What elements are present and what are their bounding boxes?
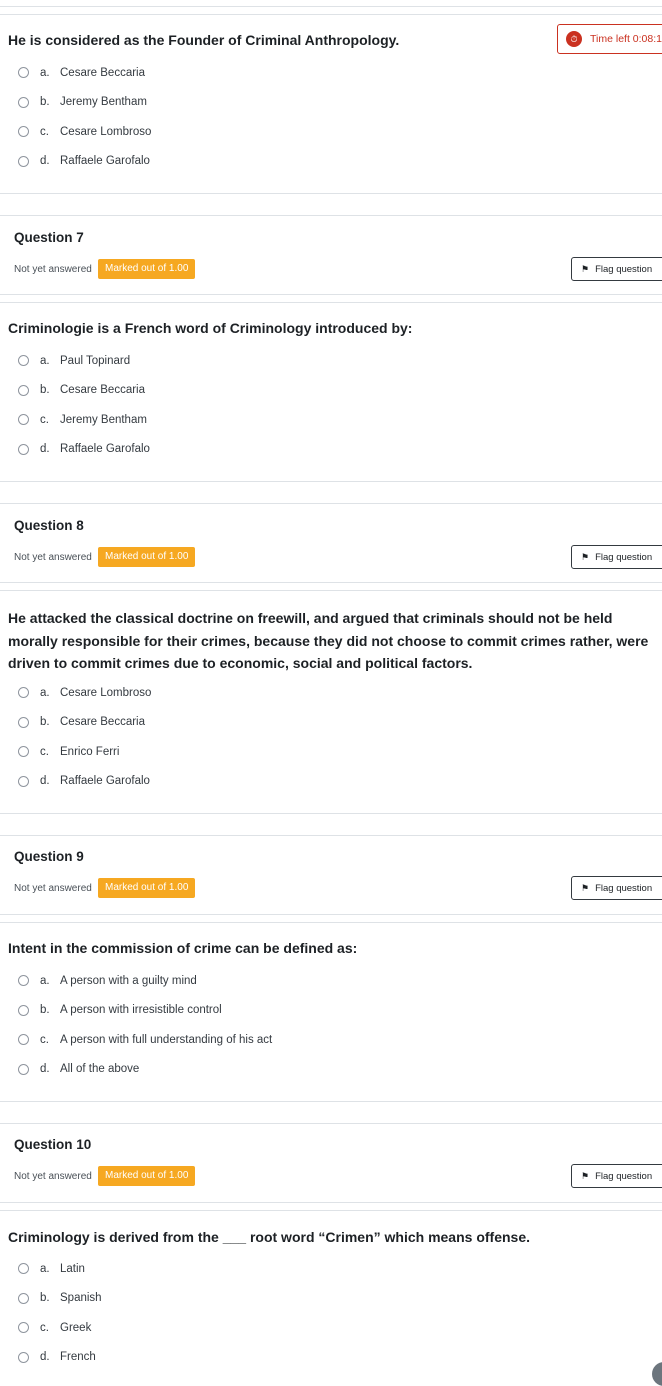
flag-label: Flag question [595, 264, 653, 275]
question-6-text: He is considered as the Founder of Criminal Anthropology. [8, 32, 400, 48]
question-10-number: Question 10 [14, 1137, 92, 1152]
answer-letter: b. [40, 1292, 50, 1305]
divider [0, 503, 662, 504]
answer-label: Raffaele Garofalo [60, 443, 150, 456]
answer-option[interactable] [18, 678, 151, 708]
answer-letter: d. [40, 1351, 50, 1364]
answer-option[interactable] [18, 737, 151, 767]
answer-letter: d. [40, 443, 50, 456]
radio-button[interactable] [18, 1293, 29, 1304]
radio-button[interactable] [18, 355, 29, 366]
answer-letter: d. [40, 155, 50, 168]
question-8-grade-badge: Marked out of 1.00 [98, 547, 195, 567]
answer-label: Latin [60, 1262, 85, 1275]
answer-label: All of the above [60, 1063, 140, 1076]
divider [0, 582, 662, 583]
divider [0, 6, 662, 7]
answer-option[interactable] [18, 1254, 102, 1284]
answer-label: Cesare Beccaria [60, 384, 146, 397]
radio-button[interactable] [18, 717, 29, 728]
answer-label: Spanish [60, 1292, 102, 1305]
question-9-answers [18, 966, 272, 1084]
answer-option[interactable] [18, 1343, 102, 1373]
answer-label: Cesare Lombroso [60, 686, 152, 699]
answer-letter: c. [40, 745, 49, 758]
question-8-answers [18, 678, 151, 796]
answer-option[interactable] [18, 88, 151, 118]
question-9-number: Question 9 [14, 849, 84, 864]
answer-letter: c. [40, 1321, 49, 1334]
flag-question-button[interactable] [571, 1164, 662, 1188]
divider [0, 813, 662, 814]
radio-button[interactable] [18, 1064, 29, 1075]
answer-label: Greek [60, 1321, 92, 1334]
flag-label: Flag question [595, 1171, 653, 1182]
flag-icon: ⚑ [581, 883, 590, 893]
radio-button[interactable] [18, 126, 29, 137]
flag-icon: ⚑ [581, 1171, 590, 1181]
question-7-answers [18, 346, 150, 464]
flag-question-button[interactable] [571, 876, 662, 900]
flag-icon: ⚑ [581, 264, 590, 274]
answer-letter: a. [40, 66, 50, 79]
radio-button[interactable] [18, 97, 29, 108]
answer-label: Cesare Beccaria [60, 716, 146, 729]
answer-label: Raffaele Garofalo [60, 155, 150, 168]
answer-label: Jeremy Bentham [60, 413, 147, 426]
divider [0, 1210, 662, 1211]
radio-button[interactable] [18, 1034, 29, 1045]
divider [0, 922, 662, 923]
question-7-grade-badge: Marked out of 1.00 [98, 259, 195, 279]
answer-letter: a. [40, 686, 50, 699]
question-7-state: Not yet answered [14, 264, 92, 275]
question-9-grade-badge: Marked out of 1.00 [98, 878, 195, 898]
radio-button[interactable] [18, 444, 29, 455]
answer-option[interactable] [18, 966, 272, 996]
question-8-state: Not yet answered [14, 552, 92, 563]
divider [0, 835, 662, 836]
answer-option[interactable] [18, 1025, 272, 1055]
divider [0, 1101, 662, 1102]
answer-letter: c. [40, 1033, 49, 1046]
answer-letter: a. [40, 354, 50, 367]
answer-letter: b. [40, 716, 50, 729]
answer-option[interactable] [18, 1055, 272, 1085]
question-6-answers [18, 58, 151, 176]
question-8-text: He attacked the classical doctrine on freewill, and argued that criminals should not be held morally responsible for their crimes, because they did not choose to commit crimes rather, were driven to commit crimes due to economic, social and political factors. [8, 610, 649, 671]
divider [0, 1202, 662, 1203]
answer-option[interactable] [18, 767, 151, 797]
answer-label: Enrico Ferri [60, 745, 120, 758]
radio-button[interactable] [18, 1263, 29, 1274]
answer-letter: a. [40, 1262, 50, 1275]
answer-letter: c. [40, 413, 49, 426]
radio-button[interactable] [18, 975, 29, 986]
radio-button[interactable] [18, 67, 29, 78]
answer-label: French [60, 1351, 96, 1364]
radio-button[interactable] [18, 385, 29, 396]
answer-option[interactable] [18, 435, 150, 465]
flag-question-button[interactable] [571, 545, 662, 569]
clock-icon: ⏱ [566, 31, 582, 47]
answer-label: Cesare Beccaria [60, 66, 146, 79]
radio-button[interactable] [18, 776, 29, 787]
answer-option[interactable] [18, 346, 150, 376]
radio-button[interactable] [18, 1352, 29, 1363]
divider [0, 294, 662, 295]
radio-button[interactable] [18, 156, 29, 167]
answer-label: Cesare Lombroso [60, 125, 152, 138]
question-10-grade-badge: Marked out of 1.00 [98, 1166, 195, 1186]
flag-label: Flag question [595, 883, 653, 894]
answer-label: Paul Topinard [60, 354, 131, 367]
question-10-text: Criminology is derived from the ___ root word “Crimen” which means offense. [8, 1229, 530, 1245]
answer-label: Jeremy Bentham [60, 96, 147, 109]
radio-button[interactable] [18, 746, 29, 757]
question-10-answers [18, 1254, 102, 1372]
answer-label: A person with full understanding of his act [60, 1033, 273, 1046]
answer-option[interactable] [18, 117, 151, 147]
answer-option[interactable] [18, 147, 151, 177]
radio-button[interactable] [18, 1005, 29, 1016]
divider [0, 481, 662, 482]
question-9-text: Intent in the commission of crime can be defined as: [8, 940, 358, 956]
divider [0, 14, 662, 15]
answer-label: A person with irresistible control [60, 1004, 222, 1017]
answer-letter: b. [40, 96, 50, 109]
divider [0, 1123, 662, 1124]
answer-option[interactable] [18, 376, 150, 406]
question-8-number: Question 8 [14, 518, 84, 533]
divider [0, 302, 662, 303]
radio-button[interactable] [18, 687, 29, 698]
flag-question-button[interactable] [571, 257, 662, 281]
answer-letter: b. [40, 384, 50, 397]
question-7-text: Criminologie is a French word of Criminology introduced by: [8, 320, 413, 336]
timer-label: Time left 0:08:1 [590, 33, 662, 45]
radio-button[interactable] [18, 414, 29, 425]
answer-letter: d. [40, 1063, 50, 1076]
flag-icon: ⚑ [581, 552, 590, 562]
answer-option[interactable] [18, 1313, 102, 1343]
timer [557, 24, 662, 54]
divider [0, 193, 662, 194]
divider [0, 215, 662, 216]
answer-letter: b. [40, 1004, 50, 1017]
divider [0, 590, 662, 591]
answer-letter: a. [40, 974, 50, 987]
answer-option[interactable] [18, 405, 150, 435]
answer-label: A person with a guilty mind [60, 974, 197, 987]
divider [0, 914, 662, 915]
question-10-state: Not yet answered [14, 1171, 92, 1182]
answer-letter: c. [40, 125, 49, 138]
question-9-state: Not yet answered [14, 883, 92, 894]
answer-letter: d. [40, 775, 50, 788]
radio-button[interactable] [18, 1322, 29, 1333]
question-7-number: Question 7 [14, 230, 84, 245]
answer-option[interactable] [18, 708, 151, 738]
scroll-to-top-button[interactable] [652, 1362, 662, 1386]
answer-option[interactable] [18, 1284, 102, 1314]
answer-option[interactable] [18, 996, 272, 1026]
answer-label: Raffaele Garofalo [60, 775, 150, 788]
answer-option[interactable] [18, 58, 151, 88]
flag-label: Flag question [595, 552, 653, 563]
